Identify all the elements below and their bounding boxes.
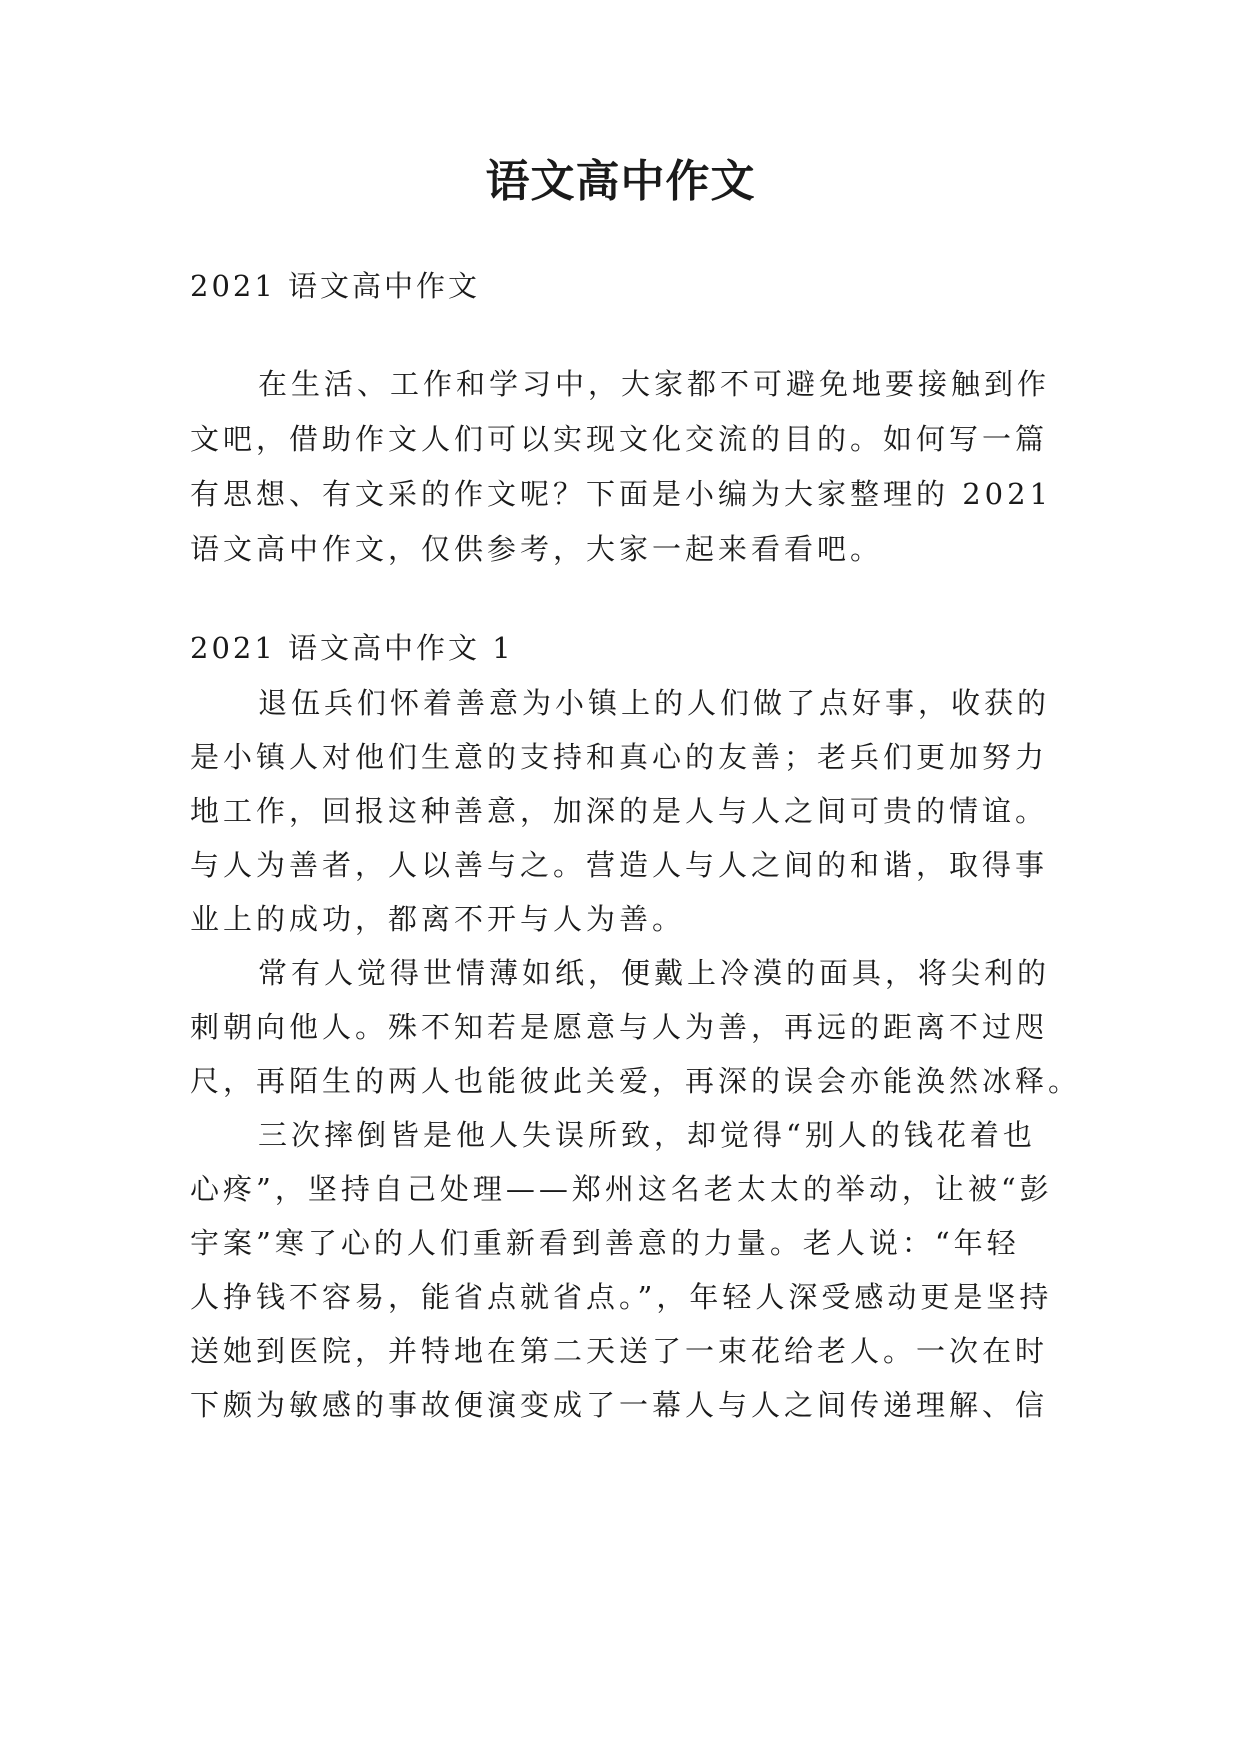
paragraph-line: 地工作，回报这种善意，加深的是人与人之间可贵的情谊。 bbox=[190, 794, 1049, 828]
paragraph-line: 尺，再陌生的两人也能彼此关爱，再深的误会亦能涣然冰释。 bbox=[190, 1064, 1082, 1098]
paragraph-line: 宇案”寒了心的人们重新看到善意的力量。老人说：“年轻 bbox=[190, 1226, 1020, 1260]
section-heading: 2021 语文高中作文 1 bbox=[190, 631, 514, 665]
paragraph-line: 送她到医院，并特地在第二天送了一束花给老人。一次在时 bbox=[190, 1334, 1049, 1368]
paragraph-line: 刺朝向他人。殊不知若是愿意与人为善，再远的距离不过咫 bbox=[190, 1010, 1049, 1044]
paragraph-line: 心疼”，坚持自己处理——郑州这名老太太的举动，让被“彭 bbox=[190, 1172, 1053, 1206]
paragraph-line: 是小镇人对他们生意的支持和真心的友善；老兵们更加努力 bbox=[190, 740, 1049, 774]
paragraph-line: 三次摔倒皆是他人失误所致，却觉得“别人的钱花着也 bbox=[258, 1118, 1036, 1152]
document-subtitle: 2021 语文高中作文 bbox=[190, 269, 481, 303]
intro-line: 有思想、有文采的作文呢？下面是小编为大家整理的 2021 bbox=[190, 477, 1053, 511]
paragraph-line: 常有人觉得世情薄如纸，便戴上冷漠的面具，将尖利的 bbox=[258, 956, 1051, 990]
document-title: 语文高中作文 bbox=[485, 156, 756, 207]
paragraph-line: 业上的成功，都离不开与人为善。 bbox=[190, 902, 686, 936]
paragraph-line: 下颇为敏感的事故便演变成了一幕人与人之间传递理解、信 bbox=[190, 1388, 1049, 1422]
paragraph-line: 退伍兵们怀着善意为小镇上的人们做了点好事，收获的 bbox=[258, 686, 1051, 720]
paragraph-line: 与人为善者，人以善与之。营造人与人之间的和谐，取得事 bbox=[190, 848, 1049, 882]
intro-line: 在生活、工作和学习中，大家都不可避免地要接触到作 bbox=[258, 367, 1051, 401]
paragraph-line: 人挣钱不容易，能省点就省点。”，年轻人深受感动更是坚持 bbox=[190, 1280, 1053, 1314]
intro-line: 文吧，借助作文人们可以实现文化交流的目的。如何写一篇 bbox=[190, 422, 1049, 456]
intro-line: 语文高中作文，仅供参考，大家一起来看看吧。 bbox=[190, 532, 884, 566]
